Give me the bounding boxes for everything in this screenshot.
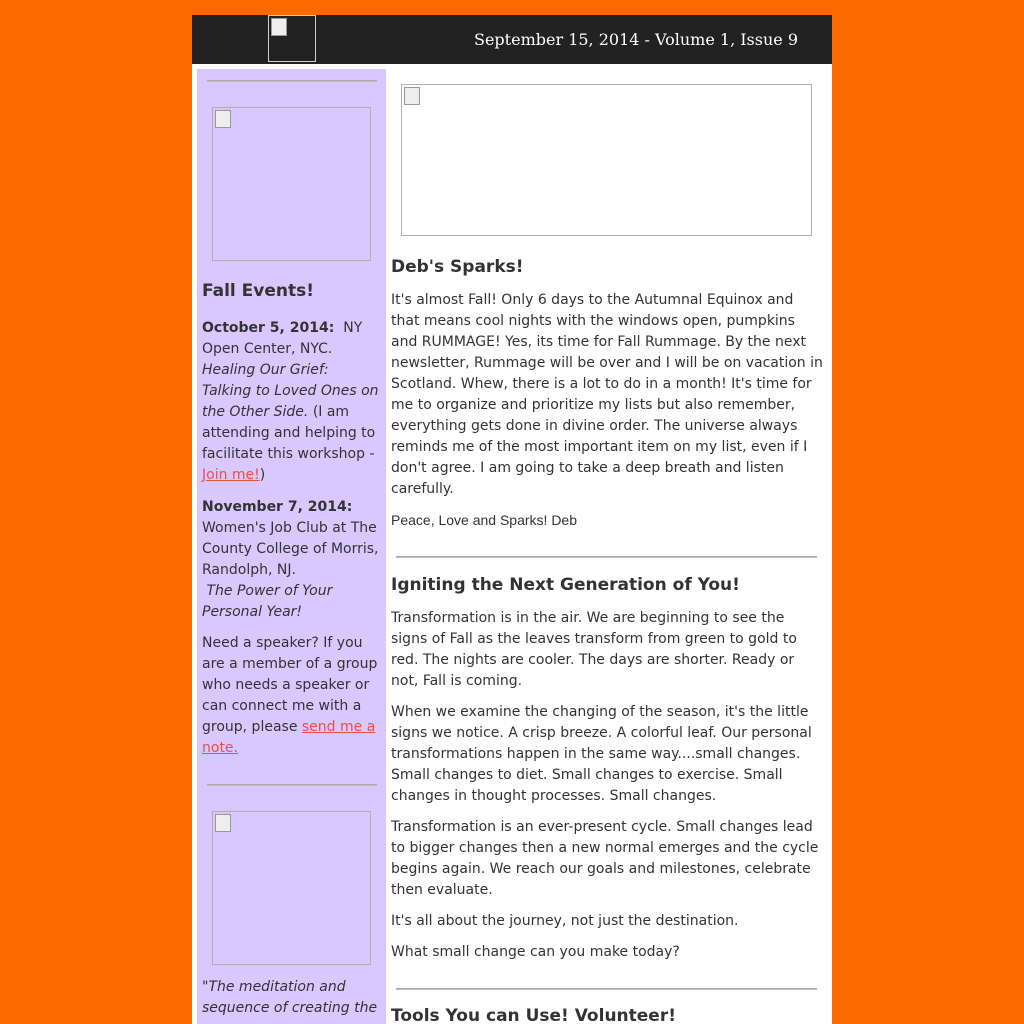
broken-image-icon xyxy=(271,18,287,36)
speaker-note xyxy=(202,633,384,759)
igniting-paragraph: When we examine the changing of the season, it's the little signs we notice. A crisp breeze. A colorful leaf. Our personal transformations happen in the same way....small changes. Small changes to diet. Small changes to exercise. Small changes in thought processes. Small changes. xyxy=(391,704,812,804)
divider xyxy=(396,556,817,558)
event-date: October 5, 2014: xyxy=(202,320,335,336)
event-location: Women's Job Club at The County College of Morris, Randolph, NJ. xyxy=(202,520,379,578)
banner-image xyxy=(401,84,812,236)
broken-image-icon xyxy=(215,814,231,832)
igniting-paragraph: Transformation is in the air. We are beginning to see the signs of Fall as the leaves transform from green to gold to red. The nights are cooler. The days are shorter. Ready or not, Fall is coming. xyxy=(391,610,797,689)
igniting-paragraph: What small change can you make today? xyxy=(391,944,680,960)
igniting-paragraph: It's all about the journey, not just the destination. xyxy=(391,913,739,929)
divider xyxy=(207,784,377,786)
divider xyxy=(396,988,817,990)
igniting-heading: Igniting the Next Generation of You! xyxy=(391,575,740,595)
sidebar-image-top xyxy=(212,107,371,261)
events-title: Fall Events! xyxy=(202,281,314,301)
sparks-body: It's almost Fall! Only 6 days to the Autumnal Equinox and that means cool nights with the windows open, pumpkins and RUMMAGE! Yes, its time for Fall Rummage. By the next newsletter, Rummage will be over and I will be on vacation in Scotland. Whew, there is a lot to do in a month! It's time for me to organize and prioritize my lists but also remember, everything gets done in divine order. The universe always reminds me of the most important item on my list, even if I don't agree. I am going to take a deep breath and listen carefully. xyxy=(391,292,823,497)
igniting-paragraph: Transformation is an ever-present cycle. Small changes lead to bigger changes then a new normal emerges and the cycle begins again. We reach our goals and milestones, celebrate then evaluate. xyxy=(391,819,819,898)
broken-image-icon xyxy=(404,87,420,105)
speaker-text: Need a speaker? If you are a member of a group who needs a speaker or can connect me with a group, please xyxy=(202,635,378,735)
newsletter-container xyxy=(192,15,832,1024)
newsletter-header xyxy=(192,15,832,64)
logo-image xyxy=(268,15,316,62)
event-location: NY Open Center, NYC. xyxy=(202,320,363,357)
tools-heading: Tools You can Use! Volunteer! xyxy=(391,1006,676,1024)
event-note-close: ) xyxy=(259,467,266,483)
event-october xyxy=(202,318,382,486)
divider xyxy=(207,80,377,82)
testimonial-quote: "The meditation and sequence of creating the xyxy=(202,979,378,1016)
event-title: The Power of Your Personal Year! xyxy=(202,583,333,620)
event-date: November 7, 2014: xyxy=(202,499,353,515)
signoff: Peace, Love and Sparks! Deb xyxy=(391,512,578,528)
sidebar-image-bottom xyxy=(212,811,371,965)
join-me-link[interactable]: Join me! xyxy=(202,467,260,483)
issue-line: September 15, 2014 - Volume 1, Issue 9 xyxy=(474,30,799,49)
event-workshop-title: Healing Our Grief: Talking to Loved Ones on the Other Side. xyxy=(202,362,379,420)
broken-image-icon xyxy=(215,110,231,128)
sidebar xyxy=(197,69,386,1024)
event-note: (I am attending and helping to facilitate this workshop - xyxy=(202,404,376,462)
event-november xyxy=(202,497,382,623)
sparks-heading: Deb's Sparks! xyxy=(391,257,524,277)
main-content xyxy=(391,69,827,1024)
send-note-link[interactable]: send me a note. xyxy=(202,719,376,756)
